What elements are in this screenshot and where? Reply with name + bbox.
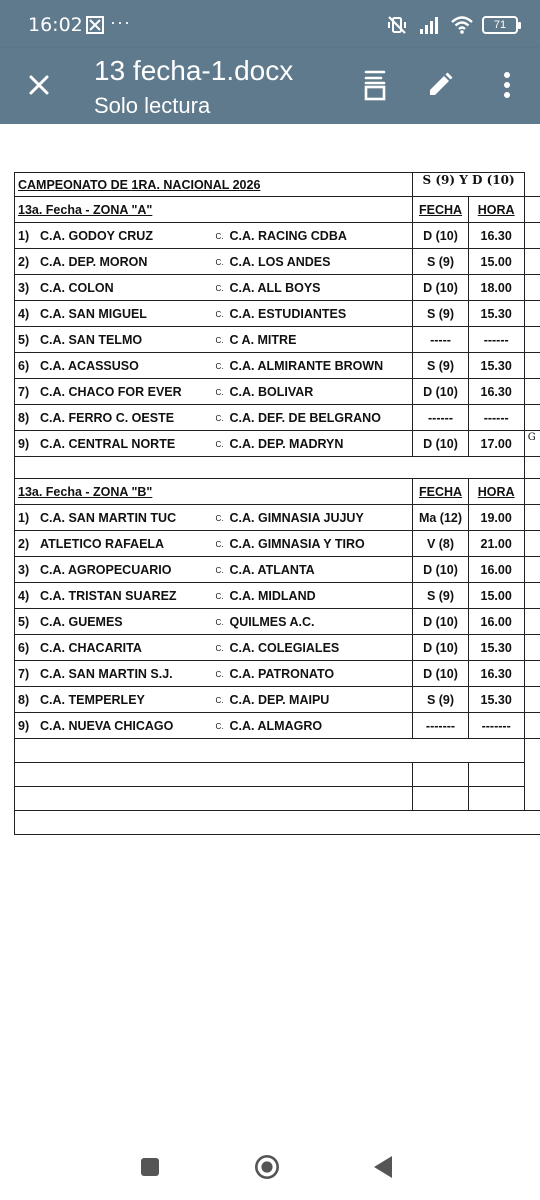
match-row xyxy=(15,249,540,275)
match-number: 9) xyxy=(18,718,30,733)
away-team-cell xyxy=(213,557,413,583)
edit-pencil-icon xyxy=(426,71,454,99)
match-day: S (9) xyxy=(413,583,468,609)
match-row xyxy=(15,223,540,249)
blank-cell xyxy=(524,479,540,505)
home-team-cell xyxy=(15,405,213,431)
club-prefix: C. xyxy=(215,309,224,319)
match-day: Ma (12) xyxy=(413,505,468,531)
away-team-cell xyxy=(213,687,413,713)
app-bar xyxy=(0,48,540,124)
more-options-button[interactable] xyxy=(490,68,524,102)
match-day: D (10) xyxy=(413,635,468,661)
match-row xyxy=(15,713,540,739)
match-time: 15.30 xyxy=(468,301,524,327)
home-team-cell xyxy=(15,557,213,583)
match-day: S (9) xyxy=(413,687,468,713)
match-number: 4) xyxy=(18,306,30,321)
match-row xyxy=(15,405,540,431)
match-row xyxy=(15,275,540,301)
match-time: 16.30 xyxy=(468,223,524,249)
club-prefix: C. xyxy=(215,283,224,293)
home-team: C.A. AGROPECUARIO xyxy=(40,562,172,577)
away-team: C.A. BOLIVAR xyxy=(229,384,314,399)
blank-cell xyxy=(524,327,540,353)
away-team-cell xyxy=(213,661,413,687)
home-team: C.A. SAN MIGUEL xyxy=(40,306,147,321)
club-prefix: C. xyxy=(215,539,224,549)
blank-cell xyxy=(524,173,540,197)
match-time: ------- xyxy=(468,713,524,739)
home-team-cell xyxy=(15,327,213,353)
match-row xyxy=(15,531,540,557)
match-time: 15.30 xyxy=(468,635,524,661)
match-day: S (9) xyxy=(413,249,468,275)
home-team: C.A. GODOY CRUZ xyxy=(40,228,153,243)
more-vert-icon xyxy=(503,71,511,99)
document-title: 13 fecha-1.docx xyxy=(94,55,294,86)
away-team: C A. MITRE xyxy=(229,332,297,347)
separator-row xyxy=(15,457,540,479)
home-team-cell xyxy=(15,301,213,327)
blank-cell xyxy=(524,713,540,739)
recents-square-icon xyxy=(140,1157,160,1177)
empty-cell xyxy=(15,811,540,835)
club-prefix: C. xyxy=(215,513,224,523)
match-day: D (10) xyxy=(413,275,468,301)
navigation-bar xyxy=(0,1134,540,1200)
club-prefix: C. xyxy=(215,695,224,705)
match-time: ------ xyxy=(468,327,524,353)
away-team-cell xyxy=(213,301,413,327)
status-icons xyxy=(386,14,518,36)
club-prefix: C. xyxy=(215,439,224,449)
blank-cell xyxy=(524,223,540,249)
home-team-cell xyxy=(15,249,213,275)
away-team-cell xyxy=(213,531,413,557)
empty-cell xyxy=(15,763,413,787)
blank-cell xyxy=(524,635,540,661)
away-team: QUILMES A.C. xyxy=(229,614,315,629)
match-number: 5) xyxy=(18,614,30,629)
fecha-column-header: FECHA xyxy=(413,197,468,223)
match-number: 2) xyxy=(18,254,30,269)
wifi-icon xyxy=(450,15,474,35)
home-team-cell xyxy=(15,609,213,635)
empty-cell xyxy=(413,763,468,787)
match-number: 4) xyxy=(18,588,30,603)
match-time: 15.30 xyxy=(468,687,524,713)
championship-title: CAMPEONATO DE 1RA. NACIONAL 2026 xyxy=(15,173,413,197)
zone-header-row xyxy=(15,479,540,505)
match-time: 16.30 xyxy=(468,379,524,405)
club-prefix: C. xyxy=(215,669,224,679)
hora-column-header: HORA xyxy=(468,479,524,505)
match-row xyxy=(15,301,540,327)
side-note-cell: G xyxy=(524,431,540,457)
match-number: 8) xyxy=(18,692,30,707)
match-number: 3) xyxy=(18,562,30,577)
away-team-cell xyxy=(213,583,413,609)
match-row xyxy=(15,353,540,379)
away-team: C.A. ALMIRANTE BROWN xyxy=(229,358,384,373)
home-team-cell xyxy=(15,661,213,687)
reading-layout-icon xyxy=(361,69,389,101)
away-team-cell xyxy=(213,505,413,531)
match-day: D (10) xyxy=(413,431,468,457)
match-row xyxy=(15,431,540,457)
blank-cell xyxy=(524,379,540,405)
blank-cell xyxy=(524,583,540,609)
club-prefix: C. xyxy=(215,335,224,345)
blank-cell xyxy=(524,249,540,275)
zone-header-row xyxy=(15,197,540,223)
match-day: D (10) xyxy=(413,557,468,583)
club-prefix: C. xyxy=(215,721,224,731)
home-team: C.A. COLON xyxy=(40,280,114,295)
home-circle-icon xyxy=(254,1153,280,1181)
home-team-cell xyxy=(15,223,213,249)
blank-cell xyxy=(524,531,540,557)
blank-cell xyxy=(524,405,540,431)
away-team-cell xyxy=(213,275,413,301)
match-row xyxy=(15,687,540,713)
match-number: 7) xyxy=(18,666,30,681)
home-team: C.A. FERRO C. OESTE xyxy=(40,410,175,425)
app-notification-icon xyxy=(86,16,104,34)
empty-row xyxy=(15,739,540,763)
away-team-cell xyxy=(213,379,413,405)
match-time: 16.00 xyxy=(468,557,524,583)
fixture-table-body xyxy=(15,173,540,835)
match-number: 1) xyxy=(18,510,30,525)
blank-cell xyxy=(524,301,540,327)
home-team: C.A. DEP. MORON xyxy=(40,254,148,269)
home-team-cell xyxy=(15,505,213,531)
home-team-cell xyxy=(15,431,213,457)
away-team: C.A. DEF. DE BELGRANO xyxy=(229,410,381,425)
away-team-cell xyxy=(213,249,413,275)
fecha-column-header: FECHA xyxy=(413,479,468,505)
empty-cell xyxy=(468,787,524,811)
match-time: 17.00 xyxy=(468,431,524,457)
away-team-cell xyxy=(213,223,413,249)
home-team-cell xyxy=(15,635,213,661)
club-prefix: C. xyxy=(215,617,224,627)
blank-cell xyxy=(524,609,540,635)
home-team: C.A. SAN MARTIN S.J. xyxy=(40,666,173,681)
away-team: C.A. ATLANTA xyxy=(229,562,315,577)
away-team: C.A. PATRONATO xyxy=(229,666,335,681)
match-time: 16.30 xyxy=(468,661,524,687)
blank-cell xyxy=(524,505,540,531)
home-team-cell xyxy=(15,353,213,379)
match-row xyxy=(15,583,540,609)
match-row xyxy=(15,609,540,635)
home-team: ATLETICO RAFAELA xyxy=(40,536,165,551)
match-day: D (10) xyxy=(413,609,468,635)
match-day: ------ xyxy=(413,405,468,431)
signal-icon xyxy=(416,15,442,35)
home-team: C.A. GUEMES xyxy=(40,614,123,629)
empty-row xyxy=(15,763,540,787)
match-time: 15.30 xyxy=(468,353,524,379)
empty-cell xyxy=(15,787,413,811)
match-number: 5) xyxy=(18,332,30,347)
vibrate-off-icon xyxy=(386,14,408,36)
home-team-cell xyxy=(15,531,213,557)
read-only-label: Solo lectura xyxy=(94,93,211,118)
blank-cell xyxy=(524,197,540,223)
status-time: 16:02 xyxy=(28,14,83,36)
away-team: C.A. DEP. MADRYN xyxy=(229,436,344,451)
home-team: C.A. TEMPERLEY xyxy=(40,692,145,707)
match-row xyxy=(15,557,540,583)
zone-title: 13a. Fecha - ZONA "B" xyxy=(15,479,413,505)
away-team-cell xyxy=(213,431,413,457)
back-button[interactable] xyxy=(370,1154,396,1180)
away-team-cell xyxy=(213,353,413,379)
away-team: C.A. MIDLAND xyxy=(229,588,316,603)
away-team: C.A. COLEGIALES xyxy=(229,640,340,655)
close-icon xyxy=(24,70,54,100)
match-time: 18.00 xyxy=(468,275,524,301)
reading-layout-button[interactable] xyxy=(358,68,392,102)
recents-button[interactable] xyxy=(137,1154,163,1180)
battery-icon: 71 xyxy=(482,16,518,34)
home-team: C.A. TRISTAN SUAREZ xyxy=(40,588,177,603)
away-team: C.A. DEP. MAIPU xyxy=(229,692,330,707)
empty-cell xyxy=(15,739,525,763)
club-prefix: C. xyxy=(215,257,224,267)
match-number: 8) xyxy=(18,410,30,425)
blank-cell xyxy=(524,457,540,479)
home-team: C.A. ACASSUSO xyxy=(40,358,139,373)
blank-cell xyxy=(524,557,540,583)
match-day: ----- xyxy=(413,327,468,353)
club-prefix: C. xyxy=(215,643,224,653)
match-row xyxy=(15,635,540,661)
close-button[interactable] xyxy=(24,70,54,100)
away-team: C.A. ALMAGRO xyxy=(229,718,323,733)
match-row xyxy=(15,661,540,687)
zone-title: 13a. Fecha - ZONA "A" xyxy=(15,197,413,223)
home-team-cell xyxy=(15,379,213,405)
home-team: C.A. CENTRAL NORTE xyxy=(40,436,176,451)
match-day: ------- xyxy=(413,713,468,739)
match-number: 2) xyxy=(18,536,30,551)
home-team: C.A. CHACO FOR EVER xyxy=(40,384,182,399)
home-team: C.A. CHACARITA xyxy=(40,640,142,655)
match-time: 15.00 xyxy=(468,249,524,275)
championship-header-row xyxy=(15,173,540,197)
home-team: C.A. NUEVA CHICAGO xyxy=(40,718,174,733)
match-row xyxy=(15,379,540,405)
match-row xyxy=(15,327,540,353)
match-day: V (8) xyxy=(413,531,468,557)
match-day: S (9) xyxy=(413,301,468,327)
document-view[interactable] xyxy=(0,124,540,1134)
status-bar xyxy=(0,0,540,48)
home-team-cell xyxy=(15,687,213,713)
separator-cell xyxy=(15,457,525,479)
blank-cell xyxy=(524,275,540,301)
away-team-cell xyxy=(213,635,413,661)
match-number: 1) xyxy=(18,228,30,243)
more-notifications-icon: ··· xyxy=(110,12,131,32)
club-prefix: C. xyxy=(215,413,224,423)
home-team-cell xyxy=(15,275,213,301)
back-triangle-icon xyxy=(372,1155,394,1179)
match-day: D (10) xyxy=(413,379,468,405)
match-number: 7) xyxy=(18,384,30,399)
club-prefix: C. xyxy=(215,361,224,371)
home-team: C.A. SAN MARTIN TUC xyxy=(40,510,177,525)
match-number: 6) xyxy=(18,358,30,373)
empty-row xyxy=(15,787,540,811)
match-number: 6) xyxy=(18,640,30,655)
home-button[interactable] xyxy=(254,1154,280,1180)
home-team-cell xyxy=(15,713,213,739)
empty-cell xyxy=(468,763,524,787)
match-time: 16.00 xyxy=(468,609,524,635)
away-team-cell xyxy=(213,327,413,353)
blank-cell xyxy=(524,353,540,379)
away-team-cell xyxy=(213,713,413,739)
match-time: 15.00 xyxy=(468,583,524,609)
match-row xyxy=(15,505,540,531)
match-days-label: S (9) Y D (10) xyxy=(413,173,524,197)
home-team-cell xyxy=(15,583,213,609)
away-team: C.A. LOS ANDES xyxy=(229,254,331,269)
match-time: 21.00 xyxy=(468,531,524,557)
away-team-cell xyxy=(213,609,413,635)
home-team: C.A. SAN TELMO xyxy=(40,332,143,347)
match-number: 3) xyxy=(18,280,30,295)
match-number: 9) xyxy=(18,436,30,451)
away-team: C.A. GIMNASIA Y TIRO xyxy=(229,536,365,551)
edit-button[interactable] xyxy=(423,68,457,102)
blank-cell xyxy=(524,661,540,687)
away-team: C.A. ESTUDIANTES xyxy=(229,306,347,321)
away-team-cell xyxy=(213,405,413,431)
match-day: S (9) xyxy=(413,353,468,379)
match-time: ------ xyxy=(468,405,524,431)
club-prefix: C. xyxy=(215,565,224,575)
club-prefix: C. xyxy=(215,231,224,241)
match-day: D (10) xyxy=(413,223,468,249)
match-day: D (10) xyxy=(413,661,468,687)
away-team: C.A. GIMNASIA JUJUY xyxy=(229,510,364,525)
fixture-table xyxy=(14,172,540,835)
away-team: C.A. ALL BOYS xyxy=(229,280,321,295)
empty-cell xyxy=(413,787,468,811)
club-prefix: C. xyxy=(215,591,224,601)
away-team: C.A. RACING CDBA xyxy=(229,228,347,243)
club-prefix: C. xyxy=(215,387,224,397)
match-time: 19.00 xyxy=(468,505,524,531)
empty-row xyxy=(15,811,540,835)
blank-cell xyxy=(524,687,540,713)
hora-column-header: HORA xyxy=(468,197,524,223)
